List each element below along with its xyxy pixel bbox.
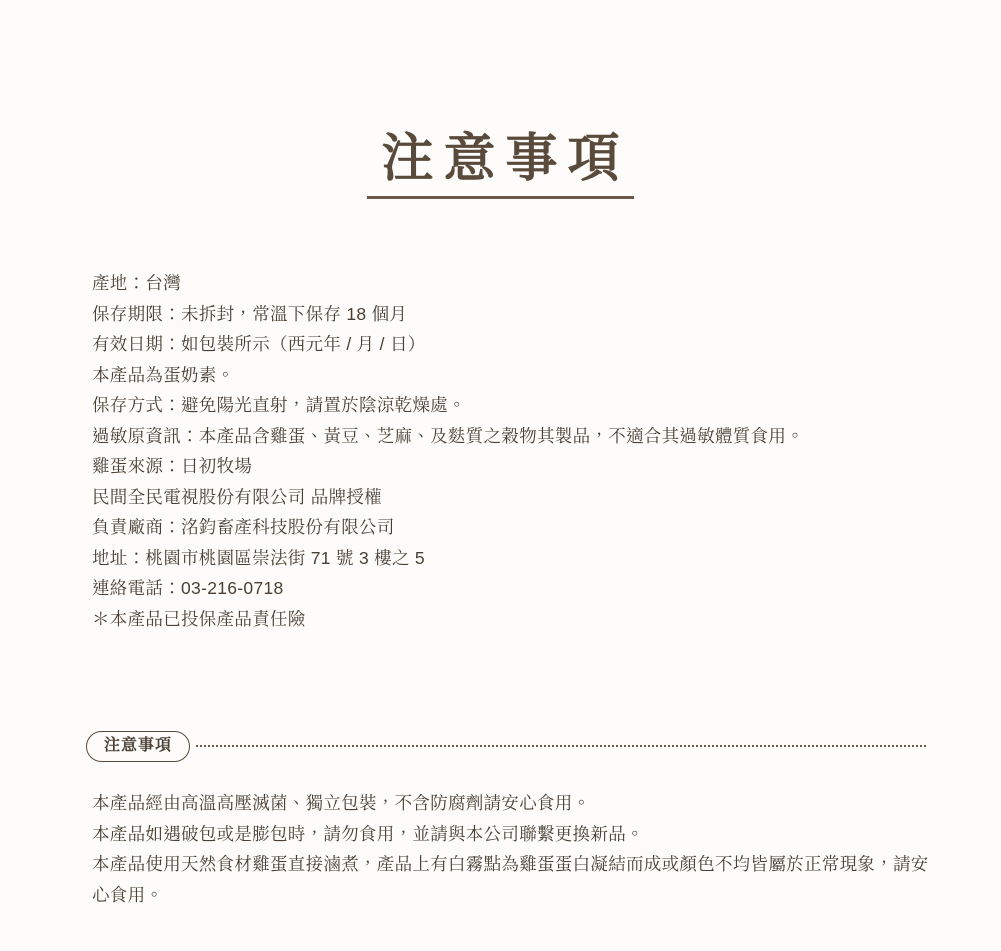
info-line-shelf-life: 保存期限：未拆封，常溫下保存 18 個月 <box>92 303 408 324</box>
notes-section-label: 注意事項 <box>86 731 190 762</box>
notes-section-divider <box>86 729 926 763</box>
info-line-egg-source: 雞蛋來源：日初牧場 <box>92 456 253 476</box>
info-line-address: 地址：桃園市桃園區崇法街 71 號 3 樓之 5 <box>92 547 425 568</box>
info-line-storage: 保存方式：避免陽光直射，請置於陰涼乾燥處。 <box>92 395 466 415</box>
info-line-insurance: ＊本產品已投保產品責任險 <box>92 608 306 629</box>
info-line-allergens: 過敏原資訊：本產品含雞蛋、黃豆、芝麻、及麩質之穀物其製品，不適合其過敏體質食用。 <box>92 425 804 446</box>
info-line-manufacturer: 負責廠商：洺鈞畜產科技股份有限公司 <box>92 517 395 537</box>
info-line-brand-license: 民間全民電視股份有限公司 品牌授權 <box>92 486 382 507</box>
note-line-damaged-package: 本產品如遇破包或是膨包時，請勿食用，並請與本公司聯繫更換新品。 <box>92 823 644 844</box>
info-line-vegetarian-type: 本產品為蛋奶素。 <box>92 364 235 385</box>
dotted-divider-line <box>196 745 926 747</box>
info-line-expiry-date: 有效日期：如包裝所示（西元年 / 月 / 日） <box>92 334 426 354</box>
notes-list <box>92 788 938 910</box>
note-line-natural-appearance: 本產品使用天然食材雞蛋直接滷煮，產品上有白霧點為雞蛋蛋白凝結而成或顏色不均皆屬於正常現象，請安心食用。 <box>92 854 929 905</box>
note-line-sterilization: 本產品經由高溫高壓滅菌、獨立包裝，不含防腐劑請安心食用。 <box>92 793 591 813</box>
product-info-list <box>92 268 952 634</box>
page-title-text: 注意事項 <box>367 131 633 199</box>
info-line-phone: 連絡電話：03-216-0718 <box>92 578 284 598</box>
page-title <box>0 131 1001 199</box>
info-line-origin: 產地：台灣 <box>92 273 181 293</box>
